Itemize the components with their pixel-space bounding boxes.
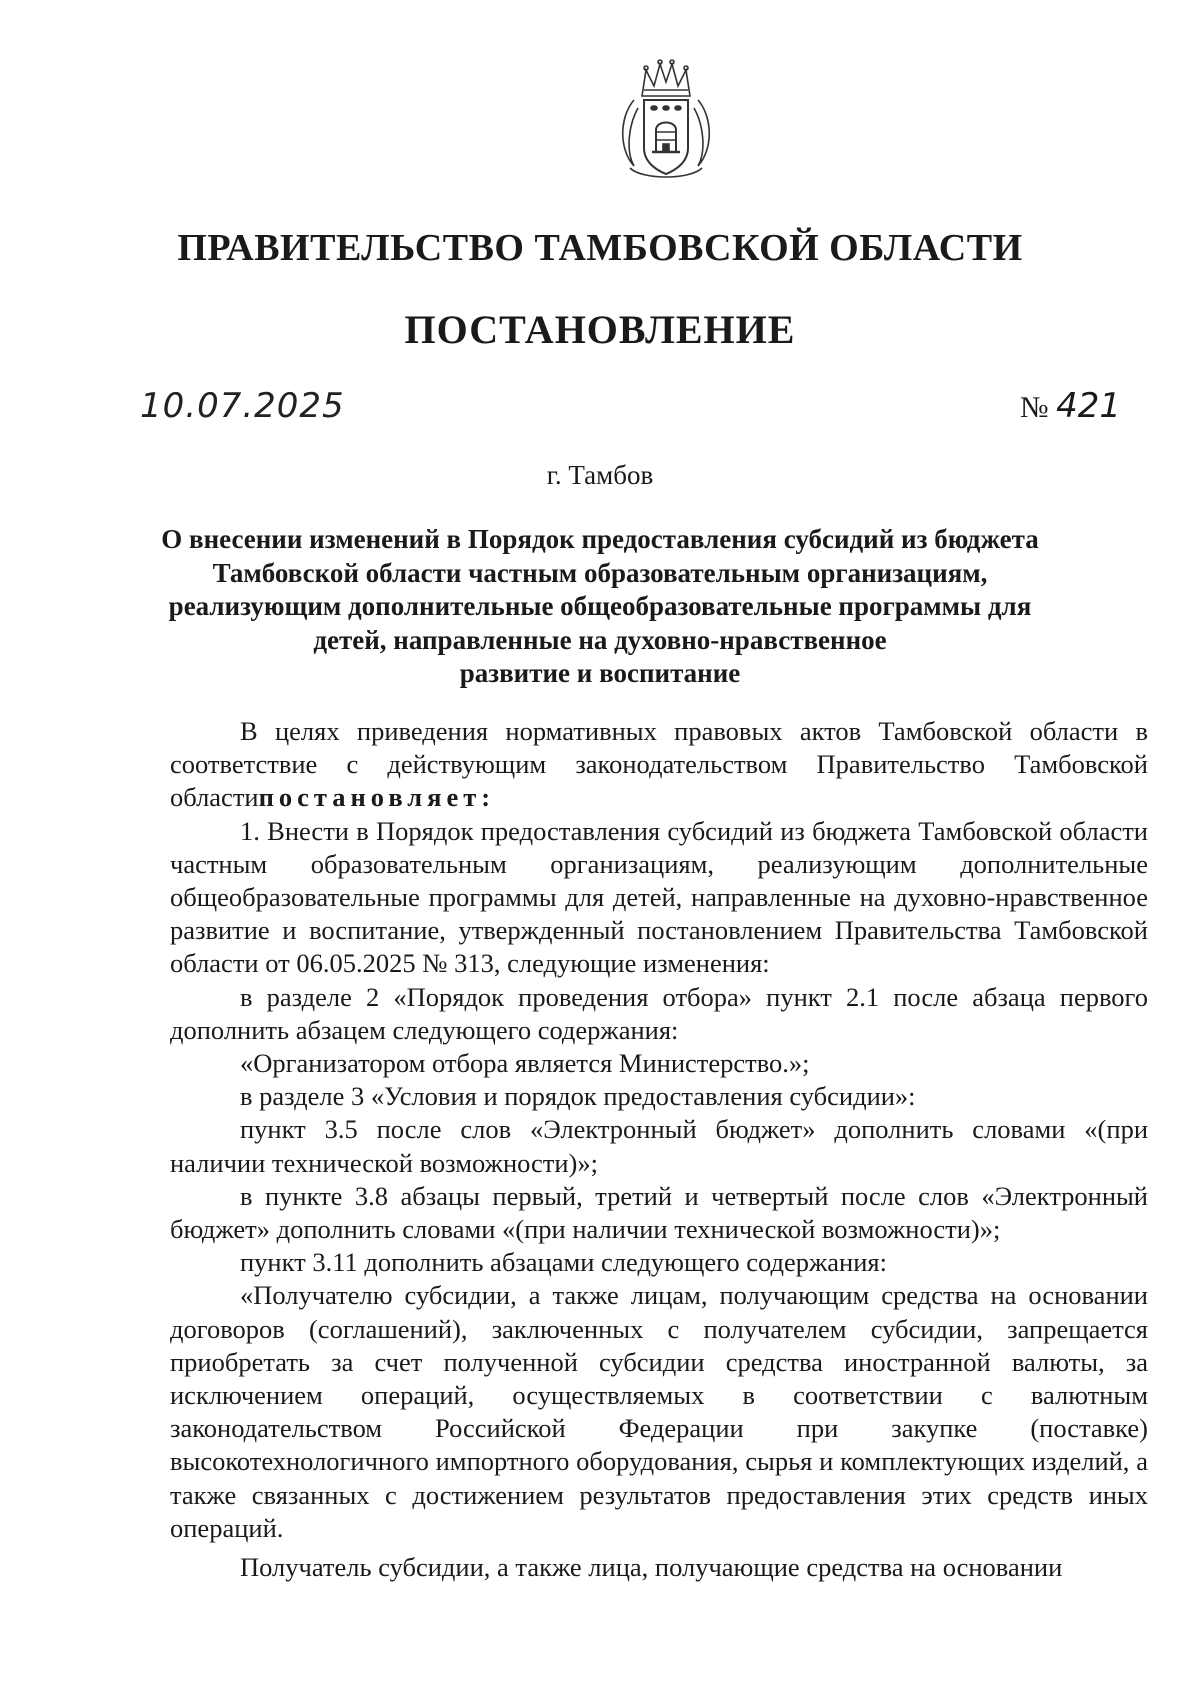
- intro-paragraph: [170, 715, 1148, 815]
- number-value: 421: [1056, 386, 1122, 426]
- title-line: детей, направленные на духовно-нравственное: [313, 624, 887, 655]
- document-type-heading: ПОСТАНОВЛЕНИЕ: [404, 307, 796, 352]
- body-paragraph: 1. Внести в Порядок предоставления субсидий из бюджета Тамбовской области частным образовательным организациям, реализующим дополнительные общеобразовательные программы для детей, направленные на духовно-нравственное развитие и воспитание, утвержденный постановлением Правительства Тамбовской области от 06.05.2025 № 313, следующие изменения:: [170, 815, 1148, 979]
- title-line: реализующим дополнительные общеобразовательные программы для: [168, 591, 1032, 621]
- body-paragraph: Получатель субсидии, а также лица, получающие средства на основании: [240, 1552, 1063, 1583]
- title-line: развитие и воспитание: [459, 658, 741, 688]
- city-line: г. Тамбов: [546, 460, 654, 490]
- intro-text: В целях приведения нормативных правовых актов Тамбовской области в соответствие с действующим законодательством Правительство Тамбовской области: [170, 716, 1148, 813]
- title-line: Тамбовской области частным образовательным организациям,: [212, 557, 988, 588]
- document-date: 10.07.2025: [140, 386, 345, 426]
- number-sign: №: [1020, 391, 1049, 424]
- body-paragraph: «Получателю субсидии, а также лицам, получающим средства на основании договоров (соглашений), заключенных с получателем субсидии, запрещается приобретать за счет полученной субсидии средства иностранной валюты, за исключением операций, осуществляемых в соответствии с валютным законодательством Российской Федерации при закупке (поставке) высокотехнологичного импортного оборудования, сырья и комплектующих изделий, а также связанных с достижением результатов предоставления этих средств иных операций.: [170, 1280, 1148, 1543]
- document-number: [1020, 386, 1121, 426]
- body-paragraph: пункт 3.11 дополнить абзацами следующего содержания:: [240, 1247, 887, 1278]
- decree-keyword: постановляет:: [258, 782, 496, 813]
- document-title: [160, 523, 1040, 691]
- coat-of-arms-emblem: [612, 56, 720, 186]
- body-paragraph: в пункте 3.8 абзацы первый, третий и четвертый после слов «Электронный бюджет» дополнить словами «(при наличии технической возможности)»;: [170, 1180, 1148, 1245]
- body-paragraph: пункт 3.5 после слов «Электронный бюджет» дополнить словами «(при наличии технической возможности)»;: [170, 1114, 1148, 1178]
- title-line: О внесении изменений в Порядок предоставления субсидий из бюджета: [161, 524, 1039, 554]
- body-paragraph: в разделе 2 «Порядок проведения отбора» пункт 2.1 после абзаца первого дополнить абзацем следующего содержания:: [170, 981, 1148, 1045]
- document-body: [170, 715, 1148, 1584]
- body-paragraph: «Организатором отбора является Министерство.»;: [240, 1048, 810, 1079]
- body-paragraph: в разделе 3 «Условия и порядок предоставления субсидии»:: [240, 1081, 916, 1112]
- government-heading: ПРАВИТЕЛЬСТВО ТАМБОВСКОЙ ОБЛАСТИ: [177, 227, 1023, 269]
